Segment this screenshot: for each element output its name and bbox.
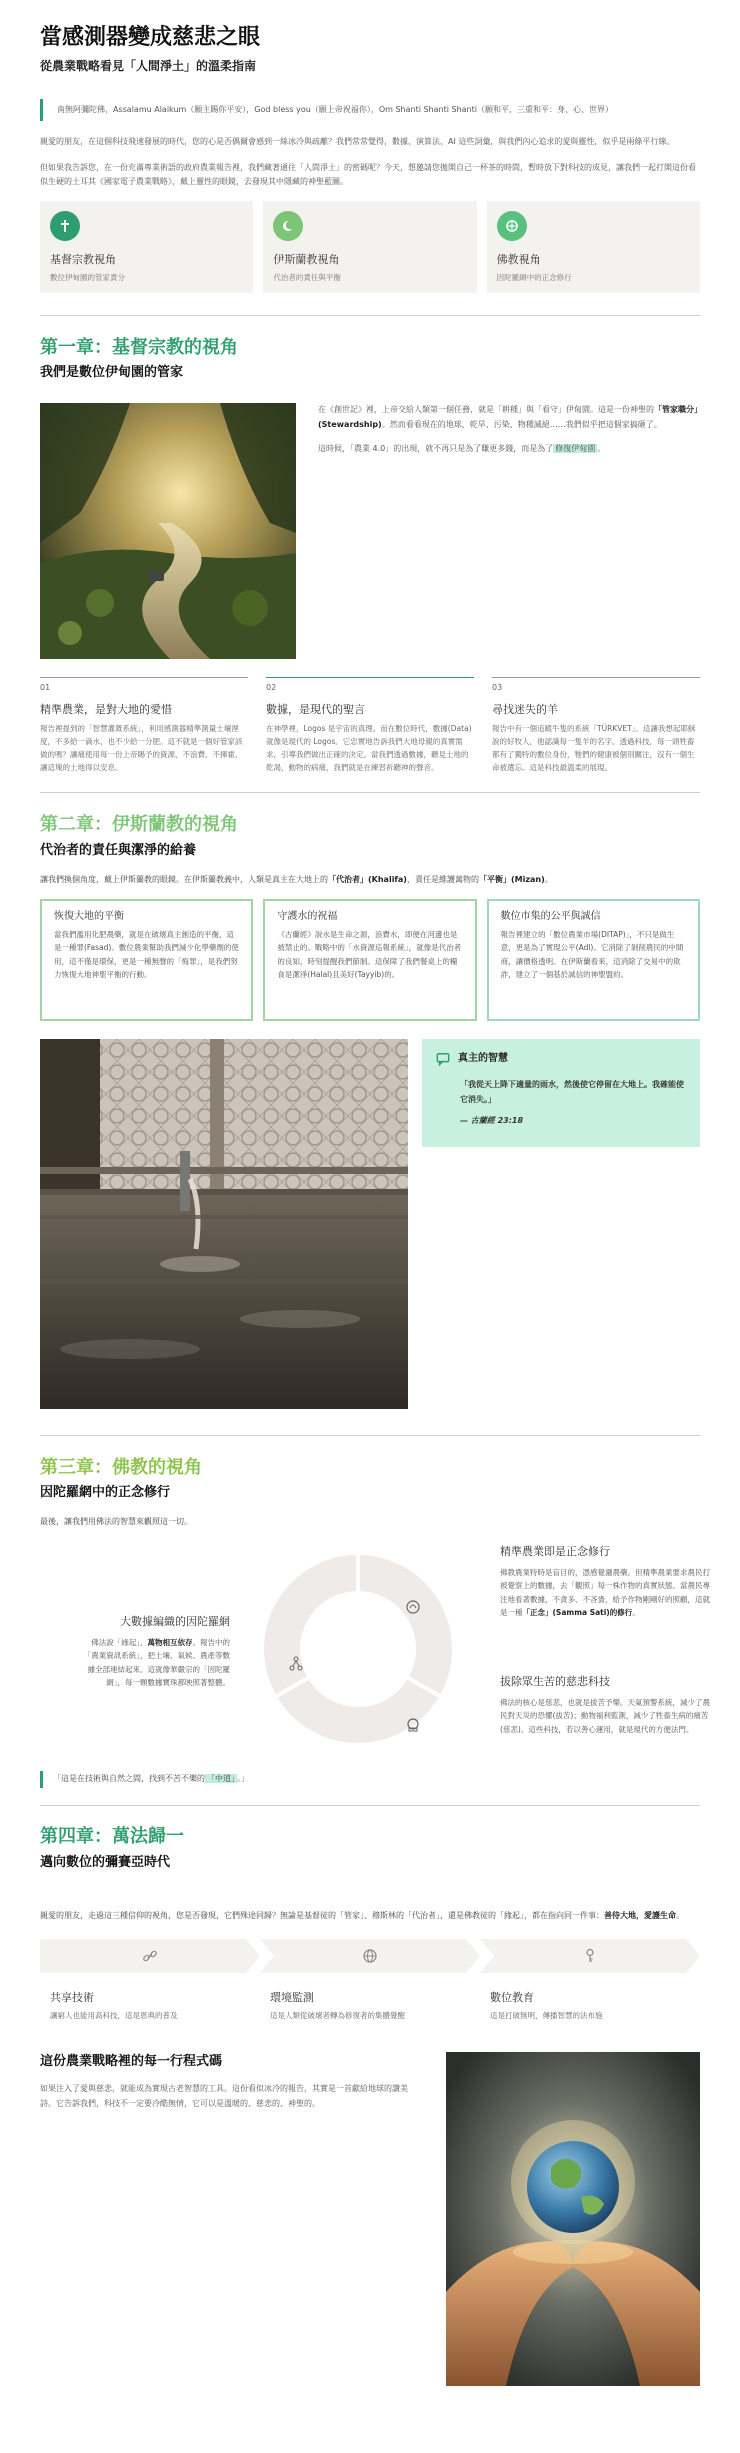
point-column [492,677,700,774]
crescent-icon [273,211,303,241]
text: 「這是在技術與自然之間，找到不苦不樂的 [53,1774,205,1784]
point-number: 02 [266,683,277,693]
earth-in-hands-image [446,2052,700,2386]
dharma-wheel-icon [497,211,527,241]
view-card-islam[interactable] [263,201,476,293]
closing-section [40,2052,700,2386]
step-monitor [260,1939,480,1973]
indra-net-title: 大數據編織的因陀羅網 [120,1615,230,1629]
point-title: 精準農業，是對大地的愛惜 [40,702,172,716]
divider [40,315,700,316]
step-label [260,1989,480,2022]
chapter-4-title: 第四章：萬法歸一 [40,1826,184,1848]
point-desc: 在神學裡，Logos 是宇宙的真理。而在數位時代，數據(Data)就像是現代的 Logos。它忠實地告訴我們大地母親的真實需求，引導我們做出正確的決定。當我們透過數據，聽見土地的乾渴，動物的病痛，我們就是在練習祈聽神的聲音。 [266,723,472,773]
closing-text [40,2052,416,2386]
indra-net-block [80,1613,230,1689]
wisdom-header [436,1051,686,1067]
islam-card-desc: 報告裡建立的「數位農業市場(DITAP)」，不只是做生意，更是為了實現公平(Adl)。它消除了剝削農民的中間商，讓價格透明。在伊斯蘭看來，這消除了交易中的欺詐，建立了一個基於誠信的神聖盟約。 [500,930,684,979]
chapter-2-title: 第二章：伊斯蘭教的視角 [40,814,238,836]
point-column [266,677,474,774]
text: 親愛的朋友，走過這三種信仰的視角，您是否發現，它們殊途同歸？無論是基督徒的「管家」、穆斯林的「代治者」，還是佛教徒的「緣起」，都在指向同一件事： [40,1911,604,1921]
chapter-3-intro: 最後，讓我們用佛法的智慧來觀照這一切。 [40,1517,192,1527]
step-title: 數位教育 [490,1991,534,2005]
view-card-christian[interactable] [40,201,253,293]
closing-title: 這份農業戰略裡的每一行程式碼 [40,2053,223,2069]
link-icon [142,1948,158,1964]
step-share [40,1939,260,1973]
chapter-2-media [40,1039,700,1409]
chapter-1-title: 第一章：基督宗教的視角 [40,336,238,358]
text: 。 [676,1911,684,1921]
middle-way-quote [40,1771,249,1787]
point-number: 01 [40,683,51,693]
cherish-life-term: 善待大地，愛護生命 [604,1911,676,1921]
text: 《古蘭經》說水是生命之源，浪費水，即便在河邊也是被禁止的。戰略中的「水資源巡報系統」，就像是代治者的良知，時刻提醒我們節制。這保障了我們餐桌上的糧食是潔淨(Halal)且美好(Tayyib)的。 [277,930,462,979]
mindfulness-desc [500,1566,710,1619]
mindfulness-title: 精準農業即是正念修行 [500,1545,610,1559]
interdependence-term: 萬物相互依存 [147,1638,193,1648]
view-card-title: 伊斯蘭教視角 [273,252,340,266]
chapter-2-intro [40,873,700,887]
closing-desc: 如果注入了愛與慈悲，就能成為實現古老智慧的工具。這份看似冰冷的報告，其實是一首獻給地球的讚美詩。它告訴我們，科技不一定要冷酷無情，它可以是溫暖的、慈悲的、神聖的。 [40,2084,408,2108]
text: 。」 [237,1774,249,1784]
text: 。 [544,874,553,884]
text: 。報告中的「農業資訊系統」，把土壤、氣候、農產等數據全部連結起來。這就像華嚴宗的「因陀羅網」，每一顆數據寶珠都映照著整體。 [83,1638,230,1687]
chapter-3-diagram [40,1543,710,1903]
point-desc: 報告裡提到的「智慧灌溉系統」，利用感測器精準測量土壤溼度，不多給一滴水，也不少給一分肥。這不就是一個好管家該做的嗎？讓痛使用每一份上帝賜予的資源，不浪費、不揮霍，讓這塊的土地得以安息。 [40,723,243,773]
compassion-tech-desc: 佛法的核心是慈悲，也就是拔苦予樂。天氣預警系統，減少了農民對天災的恐懼(拔苦)；動物福利監測，減少了牲畜生病的痛苦(慈悲)。這些科技，若以善心運用，就是現代的方便法門。 [500,1698,710,1734]
mindfulness-block [500,1543,710,1619]
islam-card-title: 恢復大地的平衡 [54,910,124,922]
divider [40,1435,700,1436]
indra-net-desc [80,1636,230,1689]
view-card-desc: 數位伊甸園的管家責分 [50,272,125,282]
text: 佛教農業特時是盲目的，憑感覺灑農藥。但精準農業要求農民打被覺察上的數據，去「觀照」每一株作物的真實狀態。當農民專注地看著數據，不貪多、不吝嗇，給予作物剛剛好的照顧，這就是一種 [500,1568,710,1617]
chapter-2-subtitle: 代治者的責任與潔淨的給養 [40,842,197,858]
step-desc: 這是打破無明，傳播智慧的法布施 [490,2011,603,2021]
mizan-term: 「平衡」(Mizan) [478,874,545,884]
text: 讓我們換個角度，戴上伊斯蘭教的眼鏡。在伊斯蘭教義中，人類是真主在大地上的 [40,874,328,884]
stewardship-term: 「管家職分」(Stewardship) [318,405,698,429]
chapter-1-paragraph-2 [318,442,700,456]
view-card-buddhism[interactable] [487,201,700,293]
step-label [40,1989,260,2022]
point-title: 數據，是現代的聖言 [266,702,365,716]
wisdom-callout [422,1039,700,1147]
khalifa-term: 「代治者」(Khalifa) [328,874,407,884]
samma-sati-term: 「正念」(Samma Sati)的修行 [522,1607,633,1617]
greeting-quote: 南無阿彌陀佛，Assalamu Alaikum（願主賜你平安），God bless you（願上帝祝福你），Om Shanti Shanti Shanti（願和平，三重和平：身、心、世界） [40,99,700,121]
process-step-labels [40,1989,700,2022]
text: ，責任是維護萬物的 [406,874,479,884]
islam-card-desc [277,928,462,981]
text: 。 [597,444,606,454]
chapter-3-title: 第三章：佛教的視角 [40,1456,202,1478]
islam-card-desc: 當我們濫用化肥農藥，就是在破壞真主創造的平衡，這是一種罪(Fasad)。數位農業幫助我們減少化學藥劑的使用，這不僅是環保，更是一種無聲的「悔罪」，是我們努力恢復大地神聖平衡的行動。 [54,930,239,979]
point-title: 尋找迷失的羊 [492,702,558,716]
divider [40,1805,700,1806]
intro-paragraph-2: 但如果我告訴您，在一份充滿專業術語的政府農業報告裡，我們藏著通往「人間淨土」的密碼呢？今天，想邀請您拋開自己一杯茶的時間，暫時放下對科技的成見，讓我們一起打開這份看似生硬的土耳其《國家電子農業戰略》，戴上靈性的眼鏡，去發現其中隱藏的神聖藍圖。 [40,162,696,186]
chapter-2-cards [40,899,700,1021]
point-desc: 報告中有一個追蹤牛隻的系統「TÜRKVET」。這讓我想起耶穌說的好牧人，他認識每一隻羊的名字。透過科技，每一頭牲畜都有了獨特的數位身份，牠們的健康被個別關注，沒有一個生命被遺忘。這是科技最溫柔的展現。 [492,723,696,773]
chapter-1-text [318,403,700,659]
wisdom-title: 真主的智慧 [458,1052,508,1064]
three-segment-ring [258,1549,458,1749]
step-title: 共享技術 [50,1991,94,2005]
view-card-desc: 因陀羅網中的正念修行 [496,272,572,282]
text: 在《創世記》裡，上帝交給人類第一個任務，就是「耕種」與「看守」伊甸園。這是一份神聖的 [318,405,654,415]
chapter-4-subtitle: 邁向數位的彌賽亞時代 [40,1854,171,1870]
highlight: 「中道」 [207,1774,235,1784]
step-education [480,1939,700,1973]
globe-icon [362,1948,378,1964]
step-desc: 讓窮人也能用高科技，這是恩典的普及 [50,2011,178,2021]
chapter-1-paragraph-1 [318,403,700,432]
islam-card-title: 數位市集的公平與誠信 [500,910,601,922]
text: 。然而看看現在的地球，乾旱、污染、物種滅絕……我們似乎把這個家搞砸了。 [381,419,662,429]
quote-bubble-icon [436,1052,450,1066]
wisdom-source: — 古蘭經 23:18 [460,1116,524,1126]
view-cards [40,201,700,293]
page-title: 當感測器變成慈悲之眼 [40,25,261,50]
compassion-tech-block [500,1673,710,1735]
chapter-1-subtitle: 我們是數位伊甸園的管家 [40,365,184,381]
page-subtitle: 從農業戰略看見「人間淨土」的溫柔指南 [40,58,257,73]
point-number: 03 [492,683,503,693]
view-card-desc: 代治者的責任與平衡 [273,272,341,282]
text: 這時候，「農業 4.0」的出現，就不再只是為了賺更多錢，而是為了 [318,444,554,454]
chapter-1-points [40,677,700,774]
chapter-1-intro [40,403,700,659]
garden-path-image [40,403,296,659]
cross-icon [50,211,80,241]
islam-card [40,899,253,1021]
process-steps [40,1939,700,1973]
step-label [480,1989,700,2022]
chapter-4-header [40,1825,700,1873]
chapter-4-intro [40,1909,700,1923]
step-title: 環境監測 [270,1991,314,2005]
point-column [40,677,248,774]
view-card-title: 基督宗教視角 [50,252,116,266]
intro-paragraph-1: 親愛的朋友，在這個科技飛速發展的時代，您的心是否偶爾會感到一絲冰冷與疏離？我們常常覺得，數據、演算法、AI 這些詞彙，與我們內心追求的愛與靈性，似乎是兩條平行線。 [40,136,675,146]
highlight: 修復伊甸園 [555,444,596,454]
key-icon [582,1948,598,1964]
chapter-3-subtitle: 因陀羅網中的正念修行 [40,1485,171,1501]
view-card-title: 佛教視角 [496,252,541,266]
divider [40,792,700,793]
islam-card [263,899,476,1021]
wisdom-quote: 「我從天上降下適量的雨水，然後使它停留在大地上。我確能使它消失。」 [460,1080,684,1104]
islam-card [487,899,700,1021]
step-desc: 這是人類從破壞者轉為修復者的集體覺醒 [270,2011,405,2021]
text: 佛法說「緣起」， [91,1638,148,1648]
text: 。 [632,1607,640,1617]
compassion-tech-title: 拔除眾生苦的慈悲科技 [500,1675,610,1689]
irrigation-image [40,1039,408,1409]
islam-card-title: 守護水的祝福 [277,910,338,922]
